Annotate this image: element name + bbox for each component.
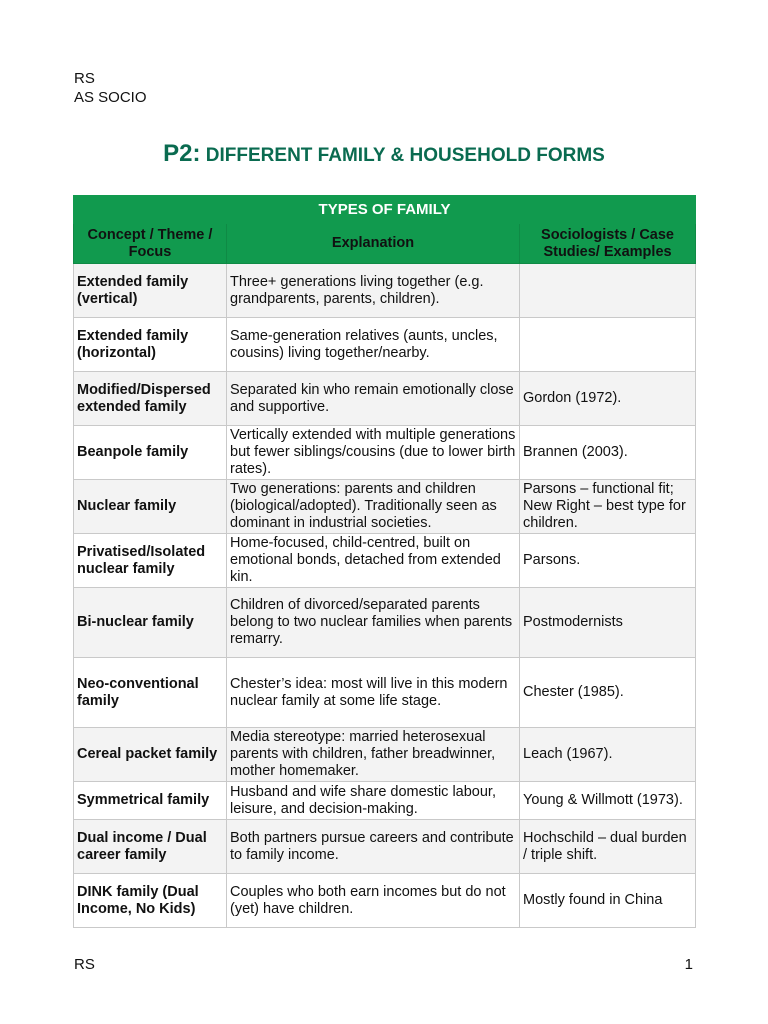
explanation-cell: Two generations: parents and children (biological/adopted). Traditionally seen as dominant in industrial societies. [227,480,520,534]
table-row [74,658,696,728]
table-caption-row [74,196,696,224]
examples-cell: Parsons – functional fit; New Right – best type for children. [520,480,696,534]
concept-cell: Privatised/Isolated nuclear family [74,534,227,588]
title-code: P2: [163,140,201,167]
concept-cell: Extended family (horizontal) [74,318,227,372]
examples-cell: Parsons. [520,534,696,588]
explanation-cell: Separated kin who remain emotionally close and supportive. [227,372,520,426]
explanation-cell: Three+ generations living together (e.g. grandparents, parents, children). [227,264,520,318]
table-header-row [74,224,696,264]
concept-cell: Bi-nuclear family [74,588,227,658]
examples-cell: Mostly found in China [520,874,696,928]
family-types-table [73,195,696,928]
concept-cell: Modified/Dispersed extended family [74,372,227,426]
explanation-cell: Children of divorced/separated parents belong to two nuclear families when parents remarry. [227,588,520,658]
examples-cell: Postmodernists [520,588,696,658]
examples-cell: Leach (1967). [520,728,696,782]
document-header [74,69,147,107]
concept-cell: Dual income / Dual career family [74,820,227,874]
title-text: DIFFERENT FAMILY & HOUSEHOLD FORMS [200,145,605,166]
page-number: 1 [684,956,693,973]
column-header-concept: Concept / Theme / Focus [74,224,227,264]
explanation-cell: Both partners pursue careers and contribute to family income. [227,820,520,874]
table-row [74,534,696,588]
examples-cell [520,318,696,372]
table-row [74,372,696,426]
explanation-cell: Media stereotype: married heterosexual parents with children, father breadwinner, mother homemaker. [227,728,520,782]
concept-cell: DINK family (Dual Income, No Kids) [74,874,227,928]
table-row [74,264,696,318]
examples-cell: Gordon (1972). [520,372,696,426]
examples-cell: Young & Willmott (1973). [520,782,696,820]
table-row [74,820,696,874]
page-title [0,140,768,168]
table-row [74,588,696,658]
table-row [74,426,696,480]
examples-cell [520,264,696,318]
explanation-cell: Husband and wife share domestic labour, leisure, and decision-making. [227,782,520,820]
table-row [74,480,696,534]
table-row [74,728,696,782]
column-header-examples: Sociologists / Case Studies/ Examples [520,224,696,264]
examples-cell: Chester (1985). [520,658,696,728]
footer-initials: RS [74,956,95,973]
author-initials: RS [74,70,95,87]
concept-cell: Nuclear family [74,480,227,534]
concept-cell: Neo-conventional family [74,658,227,728]
table-caption: TYPES OF FAMILY [74,196,696,224]
table-row [74,782,696,820]
concept-cell: Cereal packet family [74,728,227,782]
concept-cell: Beanpole family [74,426,227,480]
concept-cell: Extended family (vertical) [74,264,227,318]
examples-cell: Brannen (2003). [520,426,696,480]
explanation-cell: Home-focused, child-centred, built on emotional bonds, detached from extended kin. [227,534,520,588]
explanation-cell: Same-generation relatives (aunts, uncles, cousins) living together/nearby. [227,318,520,372]
table-row [74,874,696,928]
explanation-cell: Chester’s idea: most will live in this modern nuclear family at some life stage. [227,658,520,728]
table-row [74,318,696,372]
explanation-cell: Vertically extended with multiple generations but fewer siblings/cousins (due to lower birth rates). [227,426,520,480]
concept-cell: Symmetrical family [74,782,227,820]
examples-cell: Hochschild – dual burden / triple shift. [520,820,696,874]
course-label: AS SOCIO [74,89,147,106]
column-header-explanation: Explanation [227,224,520,264]
explanation-cell: Couples who both earn incomes but do not (yet) have children. [227,874,520,928]
